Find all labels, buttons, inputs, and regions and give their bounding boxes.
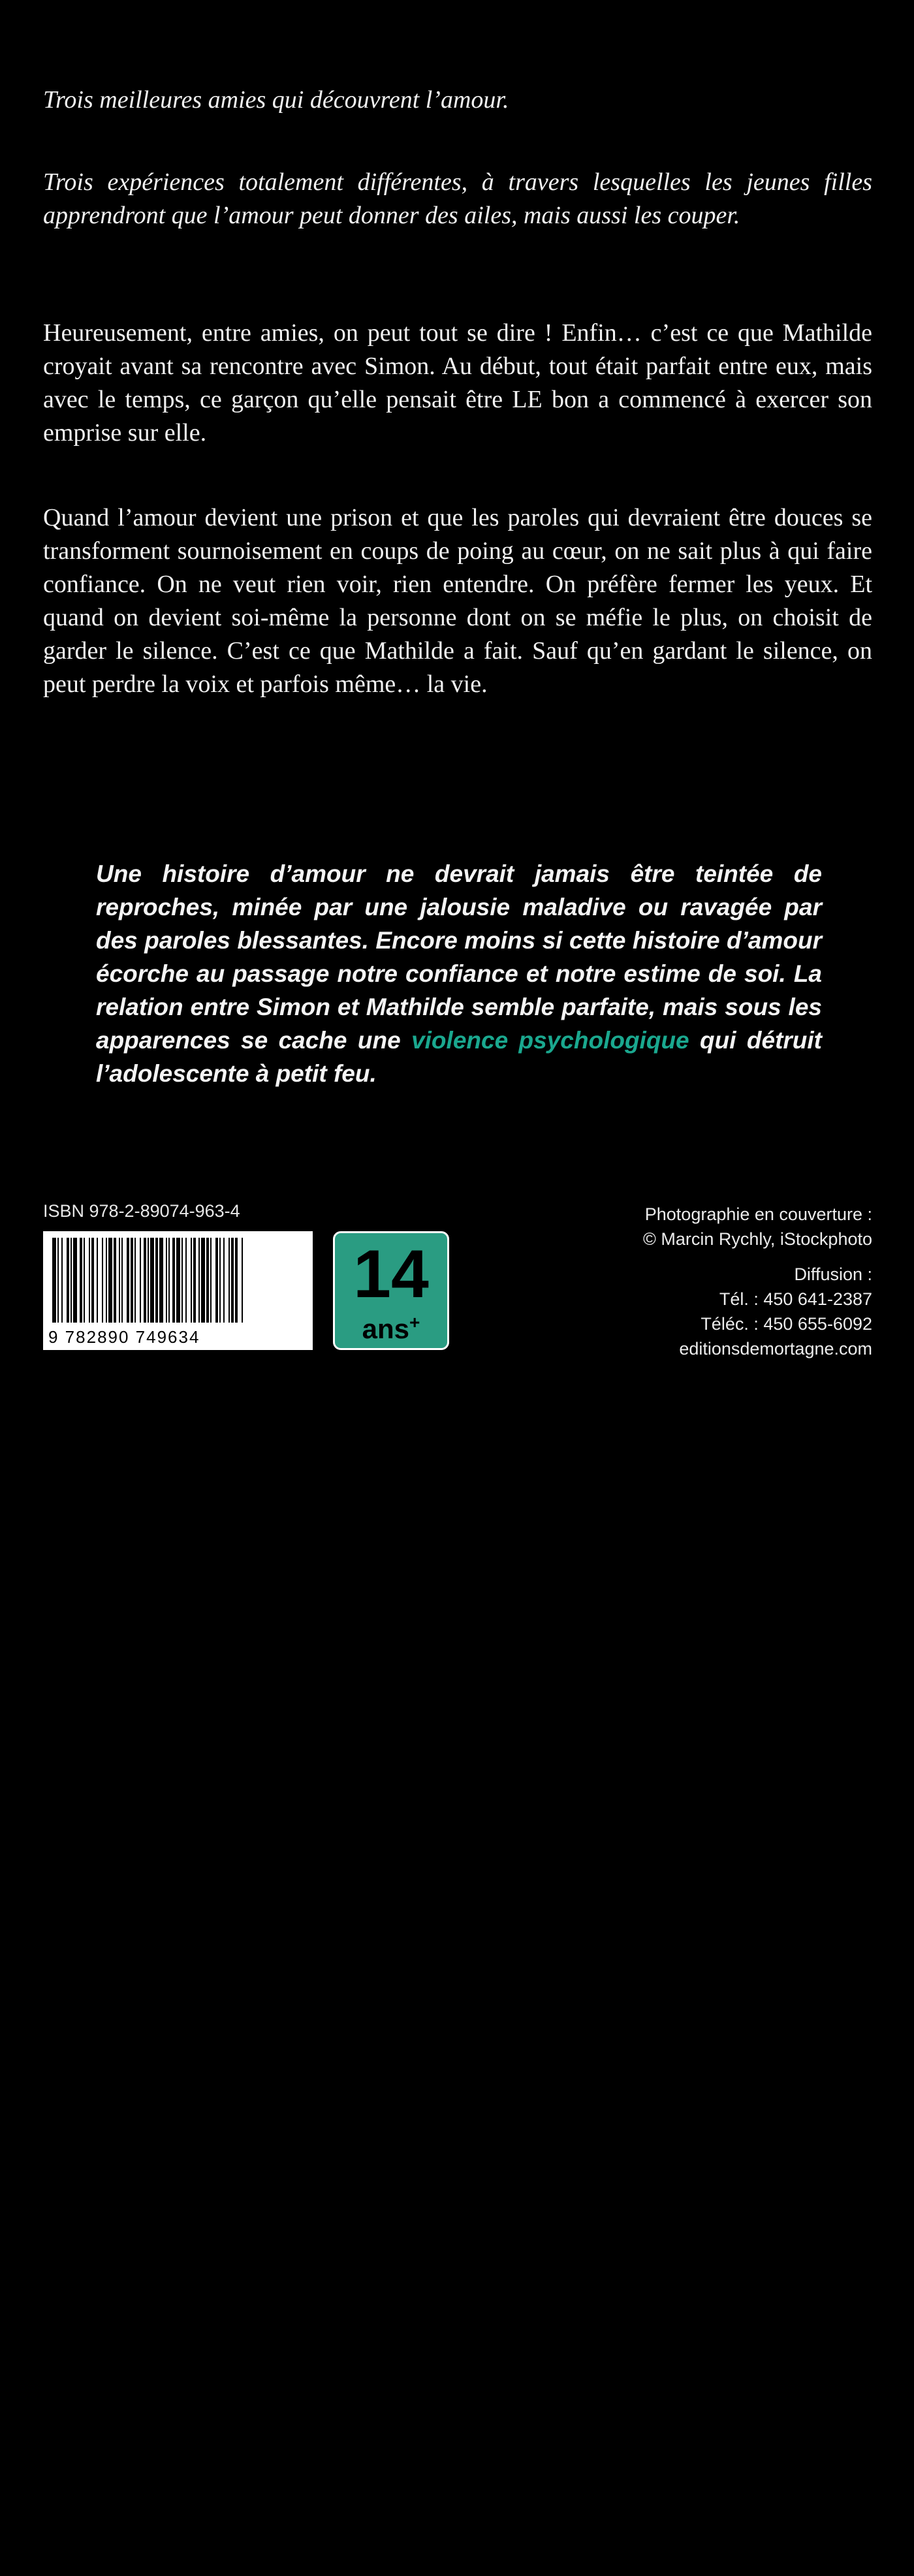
barcode-bar [73, 1238, 77, 1323]
age-rating-number: 14 [353, 1236, 429, 1312]
barcode-bar [127, 1238, 129, 1323]
photo-credit: © Marcin Rychly, iStockphoto [642, 1229, 872, 1249]
barcode-bar [235, 1238, 238, 1323]
barcode-bar [155, 1238, 158, 1323]
barcode-bar [148, 1238, 149, 1323]
barcode-bar [84, 1238, 85, 1323]
barcode-bar [52, 1238, 56, 1323]
barcode-bar [166, 1238, 167, 1323]
barcode [43, 1231, 357, 2552]
barcode-bar [201, 1238, 205, 1323]
barcode-bar [193, 1238, 196, 1323]
photo-credit-label: Photographie en couverture : [644, 1204, 872, 1224]
barcode-bar [71, 1238, 72, 1323]
age-rating-unit-text: ans [362, 1313, 409, 1344]
telephone: Tél. : 450 641-2387 [719, 1289, 872, 1309]
isbn-label: ISBN 978-2-89074-963-4 [43, 1201, 240, 1221]
barcode-bar [119, 1238, 120, 1323]
barcode-bar [102, 1238, 103, 1323]
barcode-bar [231, 1238, 234, 1323]
barcode-bar [121, 1238, 123, 1323]
barcode-bar [114, 1238, 116, 1323]
barcode-bar [215, 1238, 218, 1323]
blurb-text-end: qui détruit l’adolescente à petit feu. [96, 1027, 822, 1087]
barcode-bar [181, 1238, 183, 1323]
barcode-bar [210, 1238, 212, 1323]
barcode-bar [219, 1238, 221, 1323]
age-rating-plus: + [409, 1312, 420, 1332]
barcode-bar [144, 1238, 146, 1323]
blurb-text-start: Une histoire d’amour ne devrait jamais être teintée de reproches, minée par une jalousie maladive ou ravagée par des paroles blessantes. Encore moins si cette histoire d’amour écorche au passage notre confiance et notre estime de soi. La relation entre Simon et Mathilde semble parfaite, mais sous les apparences se cache une [96, 860, 822, 1054]
barcode-bar [61, 1238, 63, 1323]
body-paragraph-2: Quand l’amour devient une prison et que les paroles qui devraient être douces se transforment sournoisement en coups de poing au cœur, on ne sait plus à qui faire confiance. On ne veut rien voir, rien entendre. On préfère fermer les yeux. Et quand on devient soi-même la personne dont on se méfie le plus, on choisit de garder le silence. C’est ce que Mathilde a fait. Sauf qu’en gardant le silence, on peut perdre la voix et parfois même… la vie. [43, 504, 872, 698]
barcode-bar [134, 1238, 136, 1323]
barcode-bar [198, 1238, 200, 1323]
barcode-bar [80, 1238, 82, 1323]
price-label [338, 2472, 355, 2576]
intro-line-1: Trois meilleures amies qui découvrent l’amour. [43, 86, 509, 114]
barcode-bar [57, 1238, 59, 1323]
barcode-bar [131, 1238, 133, 1323]
age-rating-unit [335, 1306, 447, 1345]
barcode-bar [228, 1238, 230, 1323]
barcode-bar [223, 1238, 225, 1323]
age-rating-badge [333, 1231, 449, 1350]
barcode-digits: 9 782890 749634 [48, 1327, 200, 1347]
price-text: 16,95 $ [337, 2495, 357, 2552]
barcode-bar [67, 1238, 69, 1323]
blurb-paragraph [96, 857, 822, 1090]
intro-line-2: Trois expériences totalement différentes, à travers lesquelles les jeunes filles apprendront que l’amour peut donner des ailes, mais aussi les couper. [43, 168, 872, 229]
barcode-bar [185, 1238, 187, 1323]
body-paragraph-1: Heureusement, entre amies, on peut tout se dire ! Enfin… c’est ce que Mathilde croyait avant sa rencontre avec Simon. Au début, tout était parfait entre eux, mais avec le temps, ce garçon qu’elle pensait être LE bon a commencé à exercer son emprise sur elle. [43, 319, 872, 447]
barcode-bar [106, 1238, 107, 1323]
barcode-bar [108, 1238, 112, 1323]
barcode-bar [206, 1238, 209, 1323]
fax: Téléc. : 450 655-6092 [701, 1314, 872, 1334]
diffusion-label: Diffusion : [794, 1264, 872, 1284]
barcode-bar [140, 1238, 141, 1323]
barcode-bar [242, 1238, 243, 1323]
barcode-bar [176, 1238, 180, 1323]
website: editionsdemortagne.com [679, 1339, 872, 1359]
barcode-bar [168, 1238, 170, 1323]
barcode-bar [159, 1238, 163, 1323]
barcode-bar [172, 1238, 175, 1323]
blurb-highlight: violence psychologique [411, 1027, 689, 1054]
barcode-bar [191, 1238, 192, 1323]
barcode-bar [89, 1238, 90, 1323]
barcode-bar [97, 1238, 98, 1323]
barcode-bar [91, 1238, 94, 1323]
barcode-bar [150, 1238, 154, 1323]
